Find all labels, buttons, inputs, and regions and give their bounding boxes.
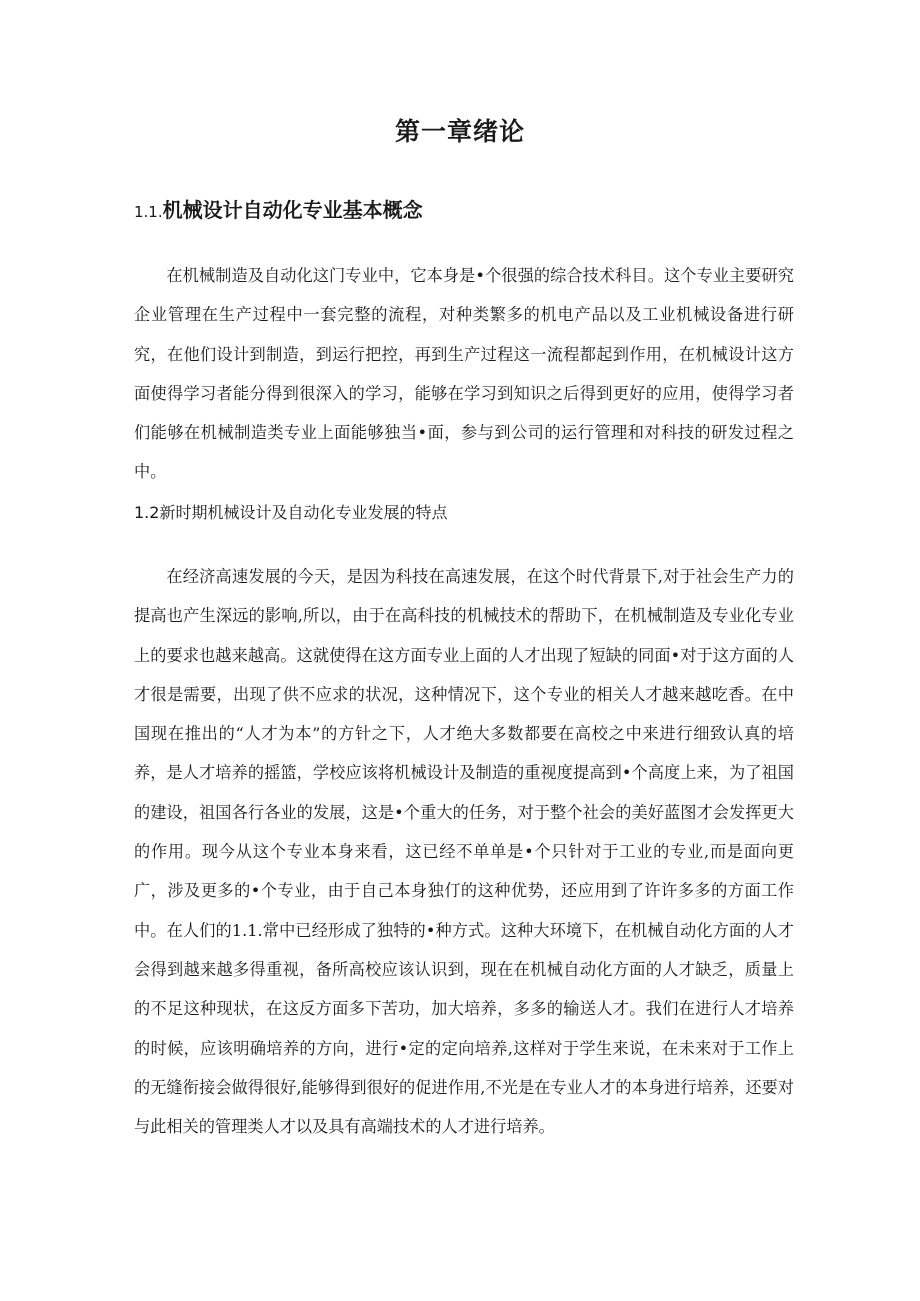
section-heading-1-1 bbox=[134, 194, 794, 223]
section-heading-1-2: 1.2新时期机械设计及自动化专业发展的特点 bbox=[134, 503, 448, 522]
section-number: 1.1. bbox=[134, 203, 163, 221]
section-title: 机械设计自动化专业基本概念 bbox=[162, 198, 423, 222]
chapter-title: 第一章绪论 bbox=[394, 117, 525, 146]
paragraph-1: 在机械制造及自动化这门专业中，它本身是•个很强的综合技术科目。这个专业主要研究企业管理在生产过程中一套完整的流程，对种类繁多的机电产品以及工业机械设备进行研究，在他们设计到制造，到运行把控，再到生产过程这一流程都起到作用，在机械设计这方面使得学习者能分得到很深入的学习，能够在学习到知识之后得到更好的应用，使得学习者们能够在机械制造类专业上面能够独当•面，参与到公司的运行管理和对科技的研发过程之中。 bbox=[134, 266, 794, 482]
paragraph-2: 在经济高速发展的今天，是因为科技在高速发展，在这个时代背景下,对于社会生产力的提高也产生深远的影响,所以，由于在高科技的机械技术的帮助下，在机械制造及专业化专业上的要求也越来越高。这就使得在这方面专业上面的人才出现了短缺的同面•对于这方面的人才很是需要，出现了供不应求的状况，这种情况下，这个专业的相关人才越来越吃香。在中国现在推出的“人才为本”的方针之下，人才绝大多数都要在高校之中来进行细致认真的培养，是人才培养的摇篮，学校应该将机械设计及制造的重视度提高到•个高度上来，为了祖国的建设，祖国各行各业的发展，这是•个重大的任务，对于整个社会的美好蓝图才会发挥更大的作用。现今从这个专业本身来看，这已经不单单是•个只针对于工业的专业,而是面向更广，涉及更多的•个专业，由于自己本身独仃的这种优势，还应用到了许许多多的方面工作中。在人们的1.1.常中已经形成了独特的•种方式。这种大环境下，在机械自动化方面的人才会得到越来越多得重视，备所高校应该认识到，现在在机械自动化方面的人才缺乏，质量上的不足这种现状，在这反方面多下苦功，加大培养，多多的输送人才。我们在进行人才培养的时候，应该明确培养的方向，进行•定的定向培养,这样对于学生来说，在未来对于工作上的无缝衔接会做得很好,能够得到很好的促进作用,不光是在专业人才的本身进行培养，还要对与此相关的管理类人才以及具有高端技术的人才进行培养。 bbox=[134, 567, 794, 1137]
